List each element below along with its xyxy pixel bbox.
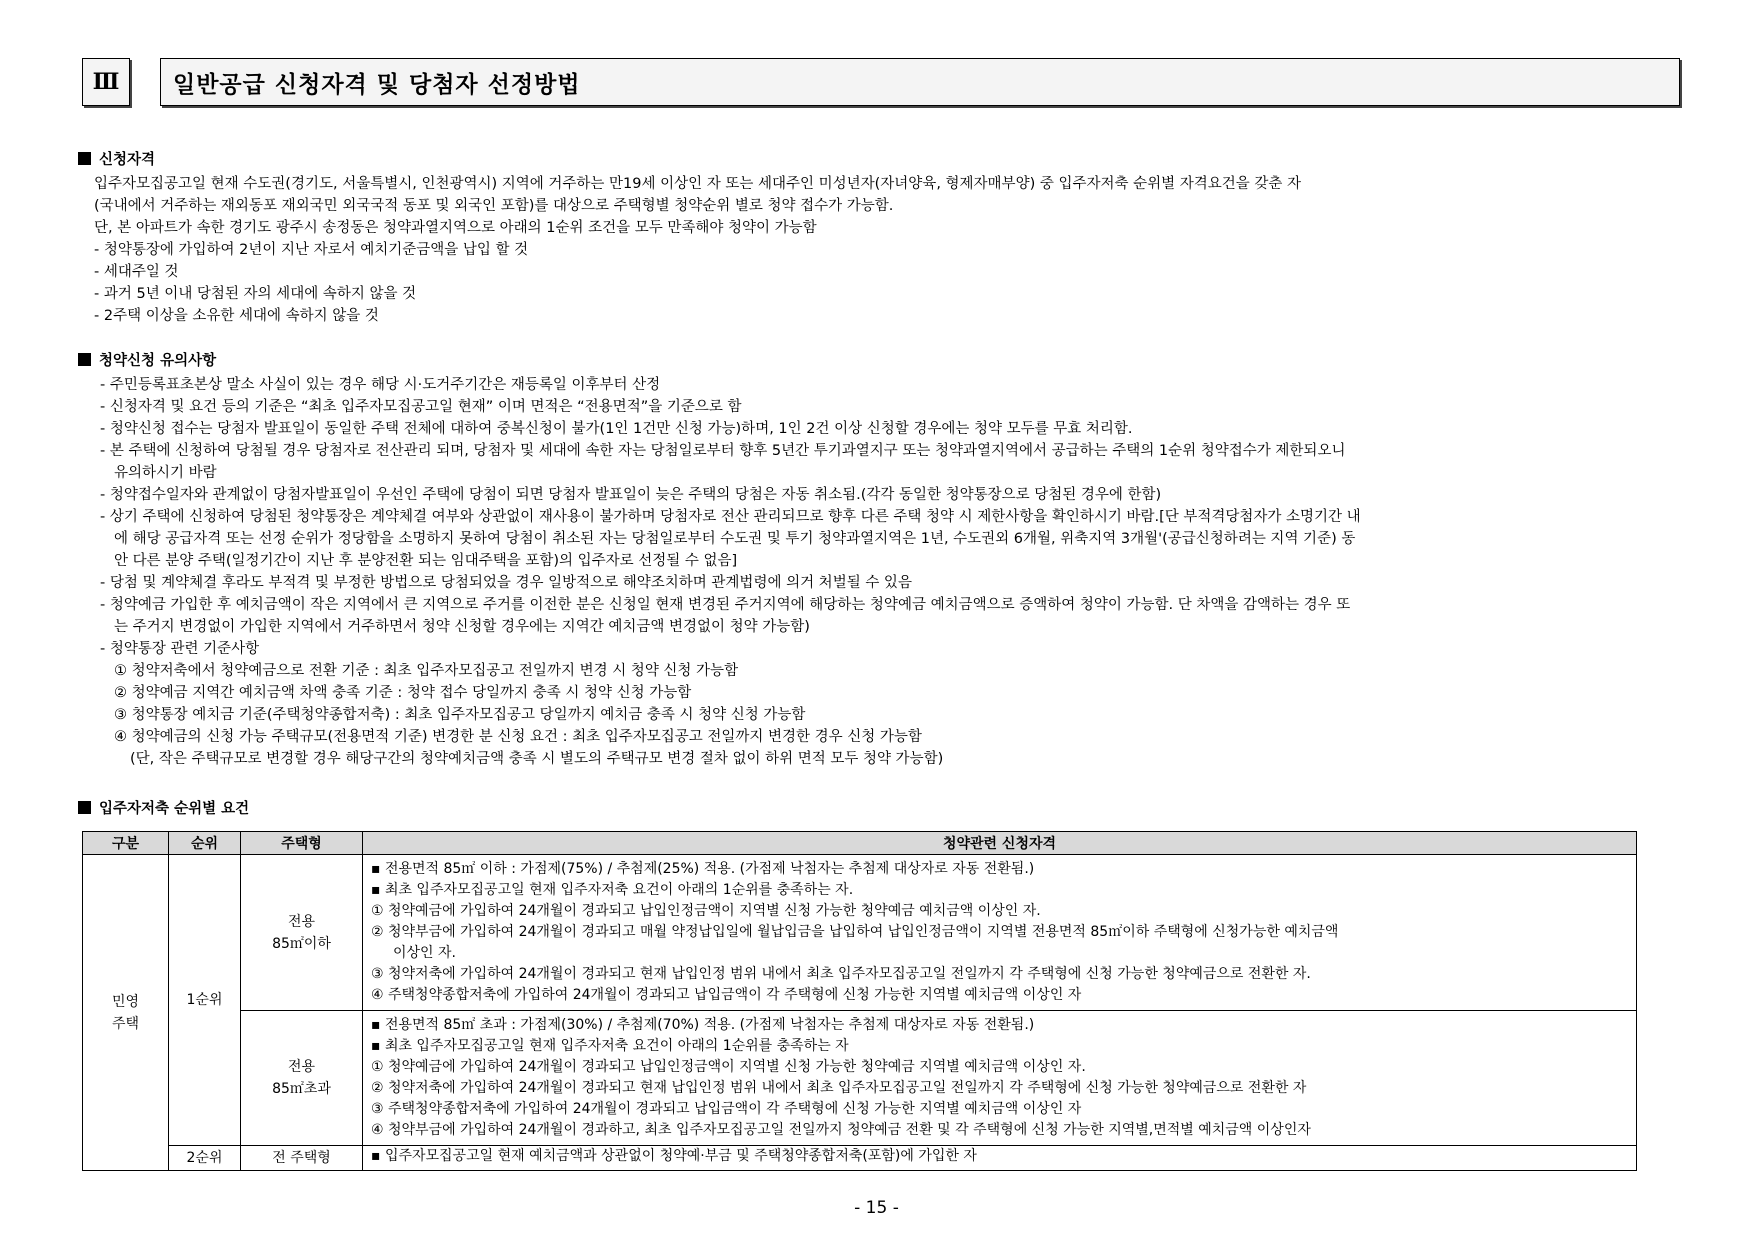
text-line: ② 청약예금 지역간 예치금액 차액 충족 기준 : 청약 접수 당일까지 충족 시 청약 신청 가능함 xyxy=(114,685,692,701)
text-line: (단, 작은 주택규모로 변경할 경우 해당구간의 청약예치금액 충족 시 별도의 주택규모 변경 절차 없이 하위 면적 모두 청약 가능함) xyxy=(130,751,944,767)
section-heading-text: 신청자격 xyxy=(99,152,156,168)
section-heading xyxy=(78,349,1361,370)
text-line: - 청약접수일자와 관계없이 당첨자발표일이 우선인 주택에 당첨이 되면 당첨자 발표일이 늦은 주택의 당첨은 자동 취소됨.(각각 동일한 청약통장으로 당첨된 경우에 한함) xyxy=(100,487,1162,503)
text-line: ④ 주택청약종합저축에 가입하여 24개월이 경과되고 납입금액이 각 주택형에 신청 가능한 지역별 예치금액 이상인 자 xyxy=(371,987,1082,1003)
text-line: ④ 청약부금에 가입하여 24개월이 경과하고, 최초 입주자모집공고일 전일까지 청약예금 전환 및 각 주택형에 신청 가능한 지역별,면적별 예치금액 이상인자 xyxy=(371,1122,1311,1138)
text-line: 이상인 자. xyxy=(393,945,456,961)
housing-type-cell: 전용 85㎡초과 xyxy=(241,1011,363,1146)
section-notes xyxy=(78,349,1361,770)
square-bullet-icon xyxy=(78,353,91,366)
text-line: ▪ 전용면적 85㎡ 이하 : 가점제(75%) / 추첨제(25%) 적용. (가점제 낙첨자는 추첨제 대상자로 자동 전환됨.) xyxy=(371,861,1035,877)
section-eligibility xyxy=(78,148,1301,327)
text-line: ③ 청약저축에 가입하여 24개월이 경과되고 현재 납입인정 범위 내에서 최초 입주자모집공고일 전일까지 각 주택형에 신청 가능한 청약예금으로 전환한 자. xyxy=(371,966,1311,982)
text-line: ② 청약저축에 가입하여 24개월이 경과되고 현재 납입인정 범위 내에서 최초 입주자모집공고일 전일까지 각 주택형에 신청 가능한 청약예금으로 전환한 자 xyxy=(371,1080,1307,1096)
housing-type-cell: 전용 85㎡이하 xyxy=(241,855,363,1011)
text-line: ③ 청약통장 예치금 기준(주택청약종합저축) : 최초 입주자모집공고 당일까지 예치금 충족 시 청약 신청 가능함 xyxy=(114,707,806,723)
text-line: ▪ 최초 입주자모집공고일 현재 입주자저축 요건이 아래의 1순위를 충족하는 자 xyxy=(371,1038,849,1054)
text-line: 단, 본 아파트가 속한 경기도 광주시 송정동은 청약과열지역으로 아래의 1순위 조건을 모두 만족해야 청약이 가능함 xyxy=(94,220,817,236)
text-line: ▪ 최초 입주자모집공고일 현재 입주자저축 요건이 아래의 1순위를 충족하는 자. xyxy=(371,882,854,898)
qualification-cell xyxy=(363,1011,1637,1146)
section-heading-text: 청약신청 유의사항 xyxy=(99,353,217,369)
rank-requirements-table xyxy=(82,831,1637,1171)
text-line: - 상기 주택에 신청하여 당첨된 청약통장은 계약체결 여부와 상관없이 재사용이 불가하며 당첨자로 전산 관리되므로 향후 다른 주택 청약 시 제한사항을 확인하시기 바람.[단 부적격당첨자가 소명기간 내 xyxy=(100,509,1361,525)
section-heading xyxy=(78,797,249,818)
qualification-cell xyxy=(363,855,1637,1011)
text-line: ③ 주택청약종합저축에 가입하여 24개월이 경과되고 납입금액이 각 주택형에 신청 가능한 지역별 예치금액 이상인 자 xyxy=(371,1101,1082,1117)
section-heading xyxy=(78,148,1301,169)
text-line: - 과거 5년 이내 당첨된 자의 세대에 속하지 않을 것 xyxy=(94,286,417,302)
text-line: ① 청약저축에서 청약예금으로 전환 기준 : 최초 입주자모집공고 전일까지 변경 시 청약 신청 가능함 xyxy=(114,663,739,679)
page-number: - 15 - xyxy=(854,1198,899,1218)
text-line: - 세대주일 것 xyxy=(94,264,179,280)
text-line: - 청약예금 가입한 후 예치금액이 작은 지역에서 큰 지역으로 주거를 이전한 분은 신청일 현재 변경된 주거지역에 해당하는 청약예금 예치금액으로 증액하여 청약이 가능함. 단 차액을 감액하는 경우 또 xyxy=(100,597,1351,613)
text-line: ▪ 입주자모집공고일 현재 예치금액과 상관없이 청약예·부금 및 주택청약종합저축(포함)에 가입한 자 xyxy=(371,1148,977,1164)
text-line: - 청약통장에 가입하여 2년이 지난 자로서 예치기준금액을 납입 할 것 xyxy=(94,242,529,258)
text-line: - 당첨 및 계약체결 후라도 부적격 및 부정한 방법으로 당첨되었을 경우 일방적으로 해약조치하며 관계법령에 의거 처벌될 수 있음 xyxy=(100,575,912,591)
text-line: - 청약신청 접수는 당첨자 발표일이 동일한 주택 전체에 대하여 중복신청이 불가(1인 1건만 신청 가능)하며, 1인 2건 이상 신청할 경우에는 청약 모두를 무효 처리함. xyxy=(100,421,1133,437)
text-line: ① 청약예금에 가입하여 24개월이 경과되고 납입인정금액이 지역별 신청 가능한 청약예금 예치금액 이상인 자. xyxy=(371,903,1041,919)
text-line: 안 다른 분양 주택(일정기간이 지난 후 분양전환 되는 임대주택을 포함)의 입주자로 선정될 수 없음] xyxy=(114,553,738,569)
qualification-cell xyxy=(363,1146,1637,1171)
text-line: - 신청자격 및 요건 등의 기준은 “최초 입주자모집공고일 현재” 이며 면적은 “전용면적”을 기준으로 함 xyxy=(100,399,742,415)
table-row xyxy=(83,1146,1637,1171)
text-line: ② 청약부금에 가입하여 24개월이 경과되고 매월 약정납입일에 월납입금을 납입하여 납입인정금액이 지역별 전용면적 85㎡이하 주택형에 신청가능한 예치금액 xyxy=(371,924,1339,940)
chapter-number: Ⅲ xyxy=(82,58,130,106)
text-line: - 청약통장 관련 기준사항 xyxy=(100,641,260,657)
header-housing-type: 주택형 xyxy=(241,832,363,855)
housing-type-cell: 전 주택형 xyxy=(241,1146,363,1171)
chapter-title: 일반공급 신청자격 및 당첨자 선정방법 xyxy=(160,58,1680,106)
table-row xyxy=(83,855,1637,1011)
text-line: (국내에서 거주하는 재외동포 재외국민 외국국적 동포 및 외국인 포함)를 대상으로 주택형별 청약순위 별로 청약 접수가 가능함. xyxy=(94,198,894,214)
text-line: ④ 청약예금의 신청 가능 주택규모(전용면적 기준) 변경한 분 신청 요건 : 최초 입주자모집공고 전일까지 변경한 경우 신청 가능함 xyxy=(114,729,922,745)
header-qualification: 청약관련 신청자격 xyxy=(363,832,1637,855)
table-row xyxy=(83,1011,1637,1146)
text-line: ▪ 전용면적 85㎡ 초과 : 가점제(30%) / 추첨제(70%) 적용. (가점제 낙첨자는 추첨제 대상자로 자동 전환됨.) xyxy=(371,1017,1035,1033)
text-line: ① 청약예금에 가입하여 24개월이 경과되고 납입인정금액이 지역별 신청 가능한 청약예금 지역별 예치금액 이상인 자. xyxy=(371,1059,1086,1075)
text-line: 입주자모집공고일 현재 수도권(경기도, 서울특별시, 인천광역시) 지역에 거주하는 만19세 이상인 자 또는 세대주인 미성년자(자녀양육, 형제자매부양) 중 입주자저축 순위별 자격요건을 갖춘 자 xyxy=(94,176,1302,192)
text-line: - 2주택 이상을 소유한 세대에 속하지 않을 것 xyxy=(94,308,379,324)
header-rank: 순위 xyxy=(169,832,241,855)
rank-cell: 1순위 xyxy=(169,855,241,1146)
text-line: 에 해당 공급자격 또는 선정 순위가 정당함을 소명하지 못하여 당첨이 취소된 자는 당첨일로부터 수도권 및 투기 청약과열지역은 1년, 수도권외 6개월, 위축지역 3개월'(공급신청하려는 지역 기준) 동 xyxy=(114,531,1356,547)
table-header-row xyxy=(83,832,1637,855)
rank-cell: 2순위 xyxy=(169,1146,241,1171)
text-line: - 본 주택에 신청하여 당첨될 경우 당첨자로 전산관리 되며, 당첨자 및 세대에 속한 자는 당첨일로부터 향후 5년간 투기과열지구 또는 청약과열지역에서 공급하는 주택의 1순위 청약접수가 제한되오니 xyxy=(100,443,1346,459)
notes-lines xyxy=(94,374,1361,770)
section-ranks xyxy=(78,797,249,818)
text-line: 는 주거지 변경없이 가입한 지역에서 거주하면서 청약 신청할 경우에는 지역간 예치금액 변경없이 청약 가능함) xyxy=(114,619,810,635)
text-line: 유의하시기 바람 xyxy=(114,465,217,481)
section-heading-text: 입주자저축 순위별 요건 xyxy=(99,801,250,817)
eligibility-lines xyxy=(94,173,1301,327)
header-category: 구분 xyxy=(83,832,169,855)
square-bullet-icon xyxy=(78,801,91,814)
category-cell: 민영 주택 xyxy=(83,855,169,1171)
text-line: - 주민등록표초본상 말소 사실이 있는 경우 해당 시·도거주기간은 재등록일 이후부터 산정 xyxy=(100,377,661,393)
square-bullet-icon xyxy=(78,152,91,165)
